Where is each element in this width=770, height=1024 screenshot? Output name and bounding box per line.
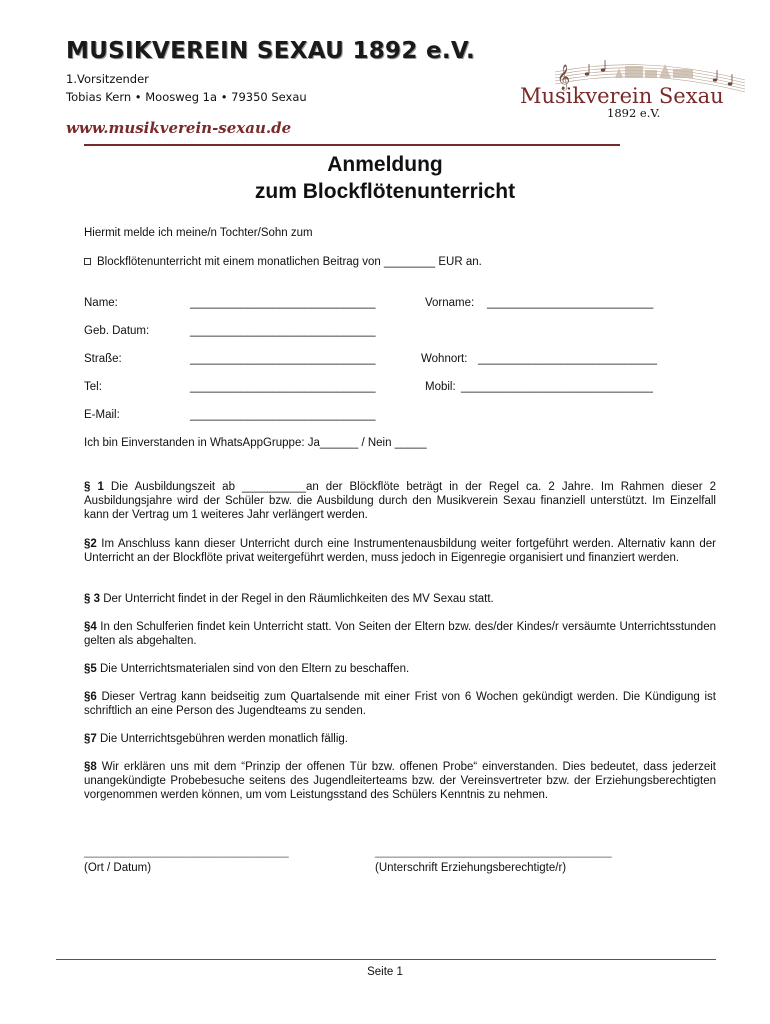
page-number: Seite 1 <box>367 966 403 978</box>
section-4-number: §4 <box>84 621 97 633</box>
name-label: Name: <box>84 297 118 309</box>
course-option[interactable] <box>84 256 482 268</box>
section-6-number: §6 <box>84 691 97 703</box>
place-date-field[interactable]: ________________________________ <box>84 846 289 858</box>
mobile-field[interactable]: ______________________________ <box>461 381 653 393</box>
section-1-text: Die Ausbildungszeit ab __________an der Blöckflöte beträgt in der Regel ca. 2 Jahre. Im Rahmen dieser 2 Ausbildungsjahre wird der Schüler bzw. die Ausbildung durch den Musikverein Sexau finanziell unterstützt. Im Einzelfall kann der Vertrag um 1 weiteres Jahr verlängert werden. <box>84 481 716 522</box>
section-5-text: Die Unterrichtsmaterialen sind von den Eltern zu beschaffen. <box>96 663 410 675</box>
document-title-line1: Anmeldung <box>327 153 443 176</box>
phone-field[interactable]: _____________________________ <box>190 381 376 393</box>
section-5-number: §5 <box>84 663 97 675</box>
section-4 <box>84 620 716 648</box>
section-2-number: §2 <box>84 538 97 550</box>
birthdate-label: Geb. Datum: <box>84 325 150 337</box>
signature-label: (Unterschrift Erziehungsberechtigte/r) <box>375 862 567 874</box>
street-field[interactable]: _____________________________ <box>190 353 376 365</box>
section-2-text: Im Anschluss kann dieser Unterricht durch eine Instrumentenausbildung weiter fortgeführt werden. Alternativ kann der Unterricht an der Blockflöte privat weitergeführt werden, muss jedoch in Eigenregie organisiert und finanziert werden. <box>84 538 716 565</box>
place-date-label: (Ort / Datum) <box>84 862 152 874</box>
vorname-field[interactable]: __________________________ <box>487 297 654 309</box>
svg-text:𝄞: 𝄞 <box>557 65 571 90</box>
section-7-text: Die Unterrichtsgebühren werden monatlich fällig. <box>96 733 349 745</box>
intro-text: Hiermit melde ich meine/n Tochter/Sohn zum <box>84 227 313 239</box>
section-8 <box>84 760 716 803</box>
section-7-number: §7 <box>84 733 97 745</box>
section-6 <box>84 690 716 718</box>
section-8-text: Wir erklären uns mit dem “Prinzip der offenen Tür bzw. offenen Probe“ einverstanden. Dies bedeutet, dass jederzeit unangekündigte Probebesuche seitens des Jugendleiterteams bzw. der Vereinsvertreter bzw. der Erziehungsberechtigten vorgenommen werden können, um vom Leistungsstand des Schülers Kenntnis zu nehmen. <box>84 761 716 802</box>
chairman-address: Tobias Kern • Moosweg 1a • 79350 Sexau <box>66 90 307 104</box>
street-label: Straße: <box>84 353 122 365</box>
footer-divider <box>56 959 716 960</box>
name-field[interactable]: _____________________________ <box>190 297 376 309</box>
course-option-label: Blockflötenunterricht mit einem monatlichen Beitrag von ________ EUR an. <box>97 256 482 268</box>
mobile-label: Mobil: <box>425 381 456 393</box>
whatsapp-consent[interactable]: Ich bin Einverstanden in WhatsAppGruppe: Ja______ / Nein _____ <box>84 437 427 449</box>
section-3 <box>84 592 716 606</box>
phone-label: Tel: <box>84 381 102 393</box>
email-label: E-Mail: <box>84 409 120 421</box>
website-link[interactable]: www.musikverein-sexau.de <box>66 119 292 137</box>
city-label: Wohnort: <box>421 353 468 365</box>
signature-field[interactable]: _____________________________________ <box>375 846 612 858</box>
city-field[interactable]: ____________________________ <box>478 353 658 365</box>
vorname-label: Vorname: <box>425 297 475 309</box>
section-4-text: In den Schulferien findet kein Unterricht statt. Von Seiten der Eltern bzw. des/der Kindes/r versäumte Unterrichtsstunden gelten als abgehalten. <box>84 621 716 648</box>
section-7 <box>84 732 716 746</box>
email-field[interactable]: _____________________________ <box>190 409 376 421</box>
logo-wordmark: Musikverein Sexau <box>520 84 724 108</box>
header-divider <box>84 144 620 146</box>
organization-title: MUSIKVEREIN SEXAU 1892 e.V. <box>66 38 476 64</box>
section-1-number: § 1 <box>84 481 104 493</box>
section-3-number: § 3 <box>84 593 100 605</box>
section-5 <box>84 662 716 676</box>
course-checkbox[interactable] <box>84 258 91 265</box>
section-6-text: Dieser Vertrag kann beidseitig zum Quartalsende mit einer Frist von 6 Wochen gekündigt werden. Die Kündigung ist schriftlich an eine Person des Jugendteams zu senden. <box>84 691 716 718</box>
logo-year: 1892 e.V. <box>607 106 661 120</box>
document-title-line2: zum Blockflötenunterricht <box>254 180 516 203</box>
section-8-number: §8 <box>84 761 97 773</box>
chairman-role: 1.Vorsitzender <box>66 72 149 86</box>
section-1 <box>84 480 716 523</box>
section-3-text: Der Unterricht findet in der Regel in den Räumlichkeiten des MV Sexau statt. <box>100 593 494 605</box>
section-2 <box>84 537 716 565</box>
birthdate-field[interactable]: _____________________________ <box>190 325 376 337</box>
